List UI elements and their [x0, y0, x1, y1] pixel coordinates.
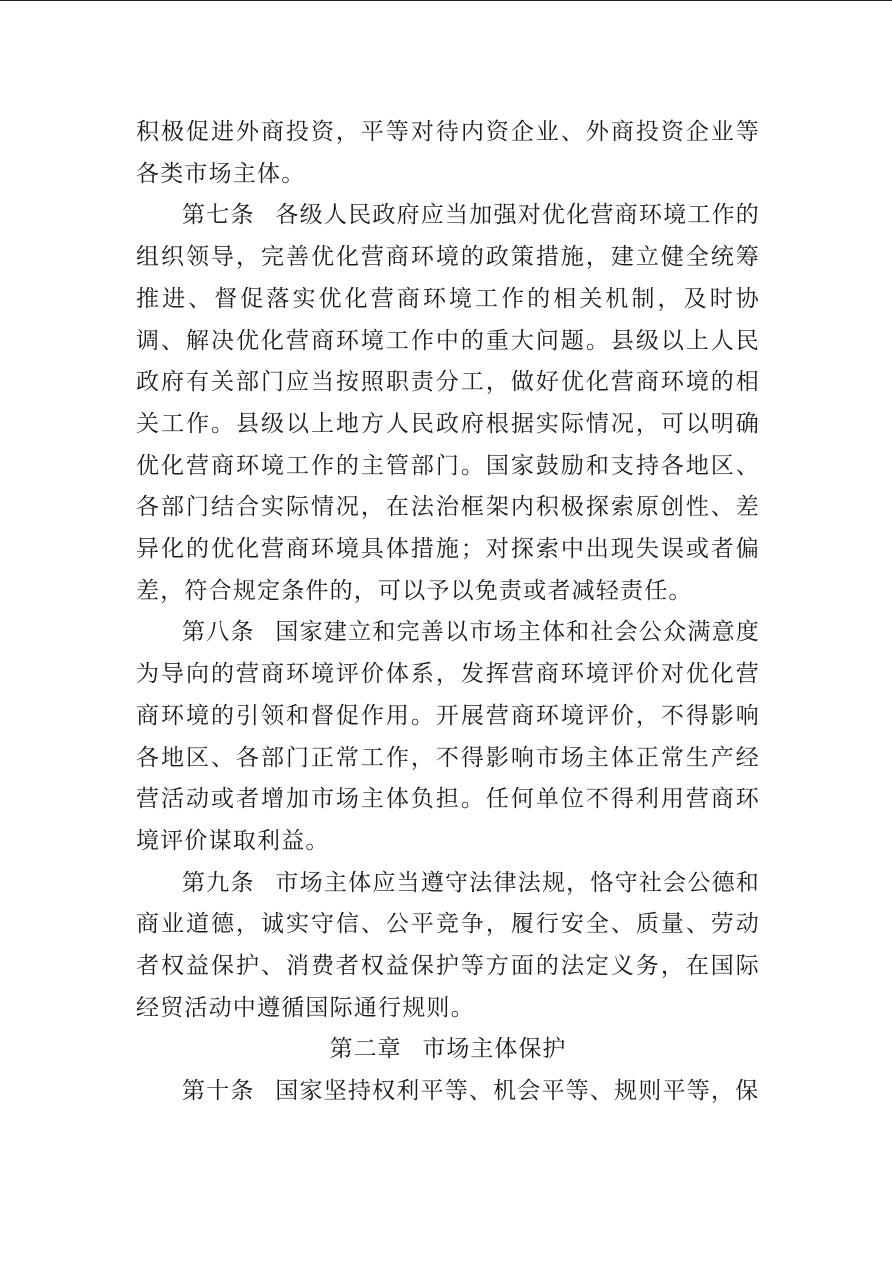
chapter-number: 第二章	[329, 1036, 402, 1063]
article-10	[136, 1071, 760, 1113]
top-border-rule	[0, 0, 892, 1]
article-8-label: 第八条	[182, 619, 255, 646]
chapter-heading	[136, 1029, 760, 1071]
article-9	[136, 863, 760, 1030]
article-10-text: 国家坚持权利平等、机会平等、规则平等，保	[275, 1078, 760, 1105]
article-8	[136, 612, 760, 862]
chapter-title: 市场主体保护	[422, 1036, 567, 1063]
article-9-text: 市场主体应当遵守法律法规，恪守社会公德和商业道德，诚实守信、公平竞争，履行安全、质量、劳动者权益保护、消费者权益保护等方面的法定义务，在国际经贸活动中遵循国际通行规则。	[136, 869, 760, 1021]
article-10-label: 第十条	[182, 1078, 255, 1105]
article-8-text: 国家建立和完善以市场主体和社会公众满意度为导向的营商环境评价体系，发挥营商环境评价对优化营商环境的引领和督促作用。开展营商环境评价，不得影响各地区、各部门正常工作，不得影响市场主体正常生产经营活动或者增加市场主体负担。任何单位不得利用营商环境评价谋取利益。	[136, 619, 760, 854]
article-7	[136, 195, 760, 612]
article-9-label: 第九条	[182, 869, 255, 896]
paragraph-continuation: 积极促进外商投资，平等对待内资企业、外商投资企业等各类市场主体。	[136, 119, 760, 187]
article-7-label: 第七条	[182, 202, 255, 229]
document-page	[136, 112, 760, 1113]
article-7-text: 各级人民政府应当加强对优化营商环境工作的组织领导，完善优化营商环境的政策措施，建立健全统筹推进、督促落实优化营商环境工作的相关机制，及时协调、解决优化营商环境工作中的重大问题。县级以上人民政府有关部门应当按照职责分工，做好优化营商环境的相关工作。县级以上地方人民政府根据实际情况，可以明确优化营商环境工作的主管部门。国家鼓励和支持各地区、各部门结合实际情况，在法治框架内积极探索原创性、差异化的优化营商环境具体措施；对探索中出现失误或者偏差，符合规定条件的，可以予以免责或者减轻责任。	[136, 202, 760, 604]
